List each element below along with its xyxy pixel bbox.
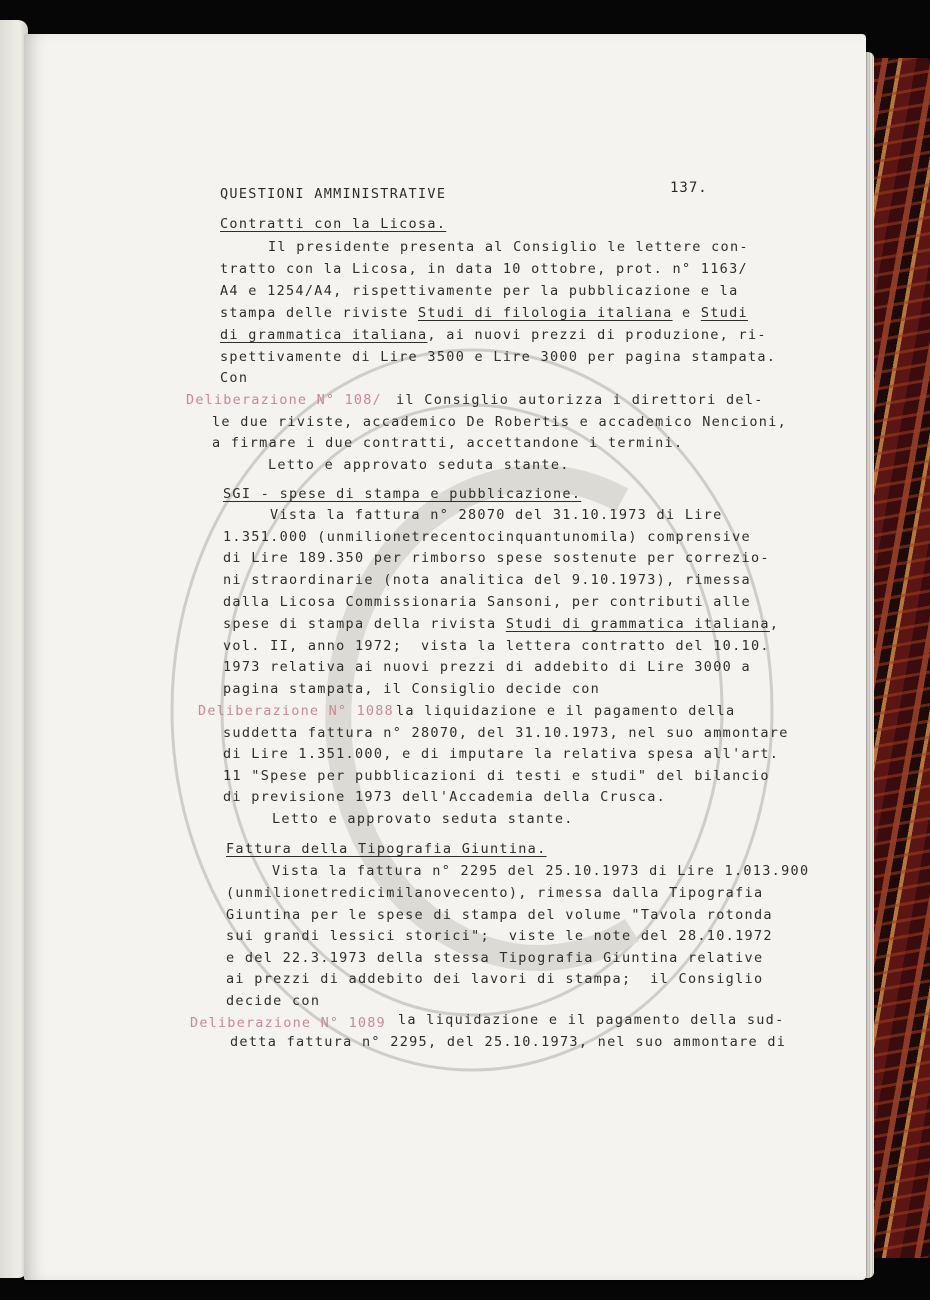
journal-title: Studi di filologia italiana (417, 305, 673, 321)
text-line: Il presidente presenta al Consiglio le lettere con- (268, 239, 749, 255)
text-line: le due riviste, accademico De Robertis e accademico Nencioni, (212, 414, 788, 430)
section-heading: QUESTIONI AMMINISTRATIVE (220, 186, 447, 202)
text-line: a firmare i due contratti, accettandone i termini. (212, 435, 684, 451)
text-line: e del 22.3.1973 della stessa Tipografia Giuntina relative (226, 950, 764, 966)
text-line: Con (220, 370, 249, 386)
text-line: ai prezzi di addebito dei lavori di stampa; il Consiglio (226, 971, 764, 987)
journal-title: di grammatica italiana (220, 327, 428, 343)
text-line: Letto e approvato seduta stante. (272, 811, 574, 827)
journal-title: Studi (700, 305, 748, 321)
deliberation-stamp: Deliberazione N° 1088 (198, 703, 394, 719)
text-line: di previsione 1973 dell'Accademia della Crusca. (223, 789, 667, 805)
section-title: Contratti con la Licosa. (220, 216, 447, 232)
deliberation-stamp: Deliberazione N° 108/ (186, 392, 382, 408)
text-line: 11 "Spese per pubblicazioni di testi e studi" del bilancio (223, 768, 770, 784)
journal-title: Studi di grammatica italiana (505, 616, 770, 632)
text-line: (unmilionetredicimilanovecento), rimessa dalla Tipografia (226, 885, 764, 901)
text-line: il Consiglio autorizza i direttori del- (396, 392, 764, 408)
section-title: Fattura della Tipografia Giuntina. (226, 841, 547, 857)
text-line: Letto e approvato seduta stante. (268, 457, 570, 473)
document-page (24, 34, 866, 1280)
text-line: Vista la fattura n° 2295 del 25.10.1973 di Lire 1.013.900 (272, 863, 810, 879)
text-line: ni straordinarie (nota analitica del 9.10.1973), rimessa (223, 572, 751, 588)
deliberation-stamp: Deliberazione N° 1089 (190, 1015, 386, 1031)
text-line: spese di stampa della rivista Studi di grammatica italiana, (223, 616, 780, 632)
text-line: dalla Licosa Commissionaria Sansoni, per contributi alle (223, 594, 751, 610)
section-title: SGI - spese di stampa e pubblicazione. (223, 486, 582, 502)
text-line: Vista la fattura n° 28070 del 31.10.1973 di Lire (270, 507, 723, 523)
typed-text (24, 34, 866, 1280)
text-line: Giuntina per le spese di stampa del volume "Tavola rotonda (226, 907, 773, 923)
text-line: 1.351.000 (unmilionetrecentocinquantunomila) comprensive (223, 529, 751, 545)
text-line: stampa delle riviste Studi di filologia italiana e Studi (220, 305, 748, 321)
text-line: decide con (226, 993, 321, 1009)
text-line: suddetta fattura n° 28070, del 31.10.1973, nel suo ammontare (223, 725, 789, 741)
text-line: di Lire 1.351.000, e di imputare la relativa spesa all'art. (223, 746, 780, 762)
page-number: 137. (670, 180, 708, 196)
text-line: A4 e 1254/A4, rispettivamente per la pubblicazione e la (220, 283, 739, 299)
marbled-endpaper (868, 58, 930, 1258)
text-line: spettivamente di Lire 3500 e Lire 3000 per pagina stampata. (220, 349, 777, 365)
text-line: pagina stampata, il Consiglio decide con (223, 681, 601, 697)
text-line: di grammatica italiana, ai nuovi prezzi di produzione, ri- (220, 327, 767, 343)
text-line: vol. II, anno 1972; vista la lettera contratto del 10.10. (223, 638, 770, 654)
text-line: la liquidazione e il pagamento della (396, 703, 736, 719)
text-line: tratto con la Licosa, in data 10 ottobre, prot. n° 1163/ (220, 261, 748, 277)
text-line: sui grandi lessici storici"; viste le note del 28.10.1972 (226, 928, 773, 944)
text-line: detta fattura n° 2295, del 25.10.1973, nel suo ammontare di (230, 1034, 787, 1050)
text-line: 1973 relativa ai nuovi prezzi di addebito di Lire 3000 a (223, 659, 751, 675)
text-line: la liquidazione e il pagamento della sud- (398, 1012, 785, 1028)
text-line: di Lire 189.350 per rimborso spese sostenute per correzio- (223, 550, 770, 566)
